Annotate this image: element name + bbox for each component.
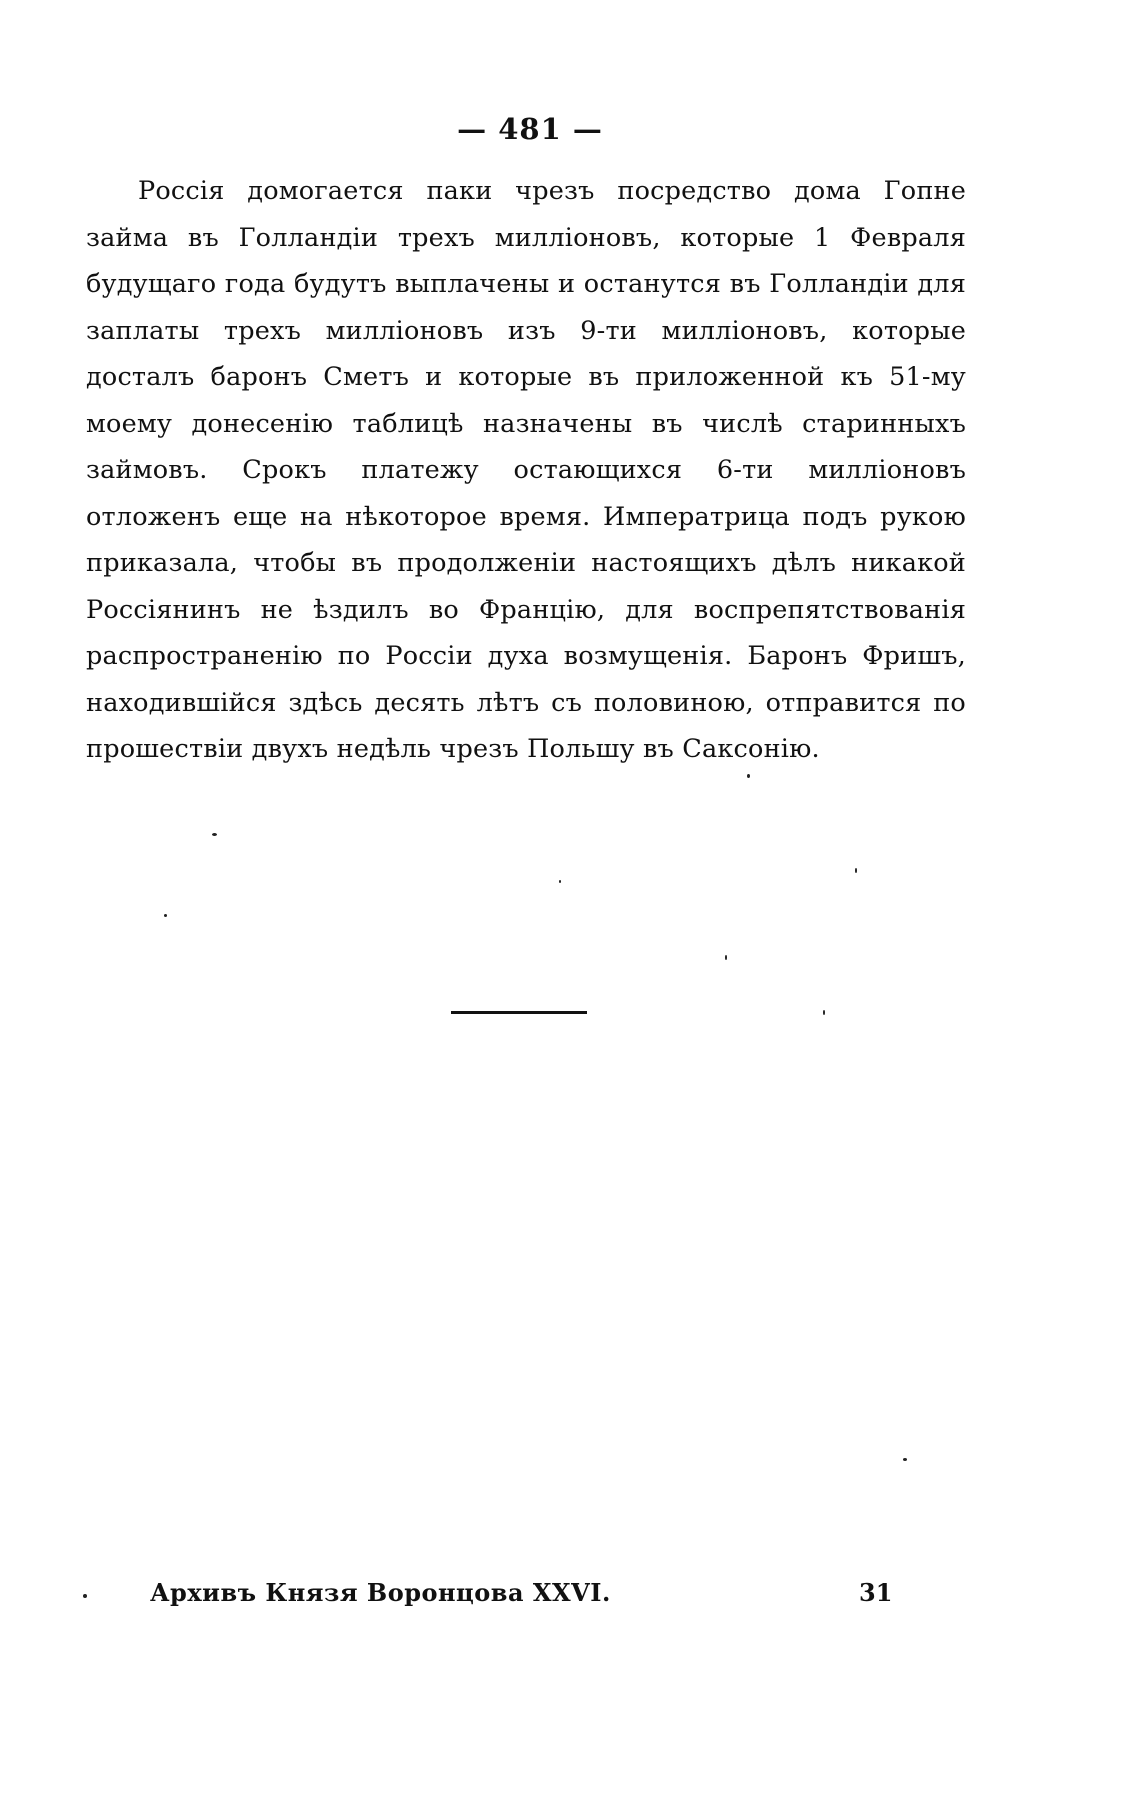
speck-6 <box>725 955 727 960</box>
speck-2 <box>212 833 217 836</box>
speck-7 <box>823 1010 825 1015</box>
speck-5 <box>164 914 167 917</box>
body-paragraph: Россія домогается паки чрезъ посредство дома Гопне займа въ Голландіи трехъ милліоновъ, которые 1 Февраля будущаго года будутъ выплачены и останутся въ Голландіи для заплаты трехъ милліоновъ изъ 9-ти милліоновъ, которые досталъ баронъ Сметъ и которые въ приложенной къ 51-му моему донесенію таблицѣ назначены въ числѣ старинныхъ займовъ. Срокъ платежу остающихся 6-ти милліоновъ отложенъ еще на нѣкоторое время. Императрица подъ рукою приказала, чтобы въ продолженіи настоящихъ дѣлъ никакой Россіянинъ не ѣздилъ во Францію, для воспрепятствованія распространенію по Россіи духа возмущенія. Баронъ Фришъ, находившійся здѣсь десять лѣтъ съ половиною, отправится по прошествіи двухъ недѣль чрезъ Польшу въ Саксонію. <box>86 176 966 764</box>
footer-title: Архивъ Князя Воронцова XXVI. <box>150 1578 611 1607</box>
speck-4 <box>855 868 857 873</box>
speck-3 <box>559 880 561 883</box>
page-number: — 481 — <box>457 112 603 146</box>
speck-9 <box>83 1594 87 1598</box>
section-divider <box>451 1011 587 1014</box>
speck-1 <box>747 774 750 778</box>
speck-8 <box>903 1458 907 1461</box>
signature-mark: 31 <box>859 1578 893 1607</box>
